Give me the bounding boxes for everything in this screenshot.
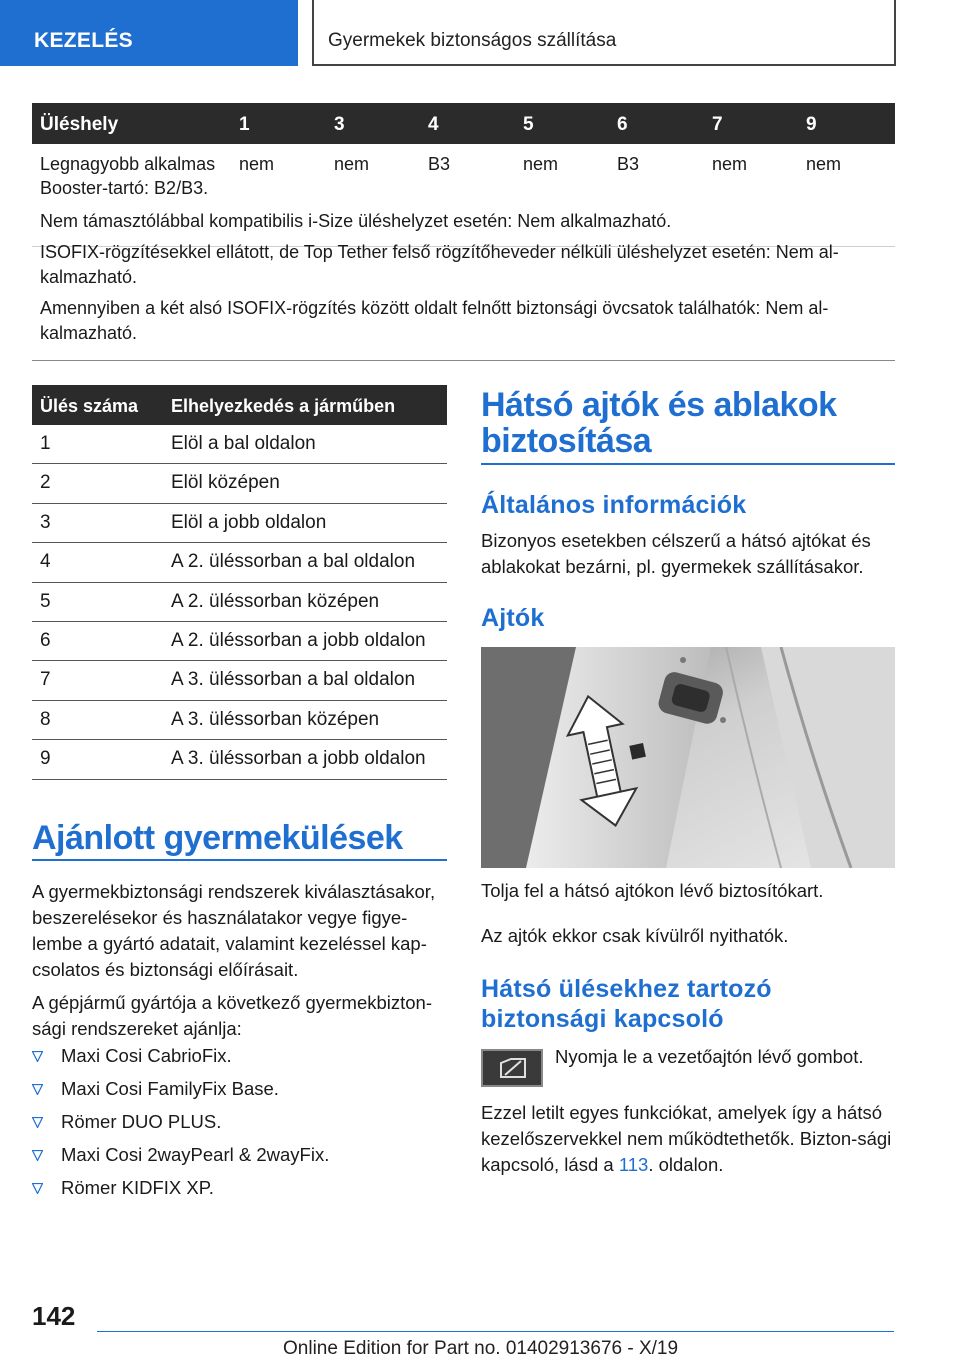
header-cell: 4 (428, 114, 439, 135)
seat-location: Elöl középen (171, 472, 280, 494)
header-cell: Elhelyezkedés a járműben (171, 396, 396, 416)
section-tab: KEZELÉS (0, 0, 298, 66)
recommended-body (32, 879, 450, 1049)
seat-table (32, 385, 447, 780)
window-lock-icon (481, 1049, 543, 1087)
rear-doors-title (481, 387, 901, 459)
header-cell: 7 (712, 114, 723, 135)
note: Amennyiben a két alsó ISOFIX-rögzítés között oldalt felnőtt biztonsági övcsatok találhatók: Nem al-kalmazható. (40, 298, 829, 343)
doors-title: Ajtók (481, 604, 545, 632)
seat-number: 5 (40, 590, 51, 612)
seat-number: 1 (40, 433, 51, 454)
general-info-text: Bizonyos esetekben célszerű a hátsó ajtókat és ablakokat bezárni, pl. gyermekek szállításakor. (481, 530, 871, 577)
table-row (32, 425, 447, 464)
table-row (32, 622, 447, 661)
door-lock-photo (481, 647, 895, 868)
note: ISOFIX-rögzítésekkel ellátott, de Top Tether felső rögzítőheveder nélküli üléshelyzet esetén: Nem al-kalmazható. (40, 242, 839, 287)
title-rule (32, 859, 447, 861)
table-row (32, 543, 447, 582)
edition-text: Online Edition for Part no. 01402913676 - X/19 (283, 1338, 679, 1359)
seat-location: A 2. üléssorban középen (171, 590, 380, 612)
seat-number: 8 (40, 708, 51, 730)
table-row (32, 583, 447, 622)
list-item (32, 1076, 447, 1109)
seat-location: A 3. üléssorban a jobb oldalon (171, 748, 426, 770)
paragraph: A gépjármű gyártója a következő gyermekbizton-sági rendszereket ajánlja: (32, 992, 433, 1039)
table-row (32, 464, 447, 503)
list-item-label: Römer DUO PLUS. (61, 1111, 222, 1132)
paragraph: A gyermekbiztonsági rendszerek kiválasztásakor, beszerelésekor és használatakor vegye figye-lembe a gyártó adatait, valamint kezeléssel kap-csolatos és biztonsági előírásait. (32, 881, 436, 980)
header-cell: 9 (806, 114, 817, 135)
list-item (32, 1175, 447, 1208)
seat-location: A 2. üléssorban a bal oldalon (171, 551, 416, 573)
table-cell: nem (806, 154, 842, 174)
recommended-list (32, 1043, 447, 1208)
list-item-label: Maxi Cosi 2wayPearl & 2wayFix. (61, 1144, 330, 1165)
header-cell: Üléshely (40, 114, 119, 135)
recommended-title: Ajánlott gyermekülések (32, 819, 403, 857)
table-header (32, 385, 447, 425)
table-row (32, 661, 447, 700)
seat-location: Elöl a jobb oldalon (171, 511, 327, 533)
page-number: 142 (32, 1301, 76, 1331)
list-item-label: Römer KIDFIX XP. (61, 1177, 214, 1198)
title-line: Hátsó ülésekhez tartozó (481, 975, 772, 1003)
header-cell: Ülés száma (40, 396, 139, 416)
table-cell: nem (239, 154, 275, 174)
switch-description (481, 1100, 899, 1178)
seat-number: 2 (40, 472, 51, 494)
seat-number: 7 (40, 669, 51, 691)
title-line: biztosítása (481, 422, 652, 460)
seat-number: 6 (40, 629, 51, 651)
list-item (32, 1109, 447, 1142)
list-item (32, 1043, 447, 1076)
table-row (32, 740, 447, 779)
bullet-triangle-icon (32, 1117, 43, 1128)
footer-rule (97, 1331, 894, 1332)
seat-location: A 3. üléssorban középen (171, 708, 380, 730)
list-item-label: Maxi Cosi CabrioFix. (61, 1045, 232, 1066)
table-cell: Legnagyobb alkalmas Booster-tartó: B2/B3. (40, 154, 216, 198)
seat-location: A 3. üléssorban a bal oldalon (171, 669, 416, 691)
header-cell: 3 (334, 114, 345, 135)
title-line: Hátsó ajtók és ablakok (481, 386, 837, 424)
page-link[interactable]: 113 (618, 1154, 649, 1175)
list-item-label: Maxi Cosi FamilyFix Base. (61, 1078, 279, 1099)
seat-location: A 2. üléssorban a jobb oldalon (171, 629, 426, 651)
table-row (32, 504, 447, 543)
bullet-triangle-icon (32, 1051, 43, 1062)
table-cell: B3 (617, 154, 640, 174)
safety-switch-title (481, 974, 895, 1034)
text: Ezzel letilt egyes funkciókat, amelyek így a hátsó kezelőszervekkel nem működtethetők. Bizton-sági kapcsoló, lásd a (481, 1102, 892, 1175)
list-item (32, 1142, 447, 1175)
title-rule (481, 463, 895, 465)
table-notes (32, 206, 895, 361)
title-line: biztonsági kapcsoló (481, 1005, 724, 1033)
seat-number: 3 (40, 511, 51, 533)
table-header (32, 103, 895, 144)
table-cell: nem (334, 154, 370, 174)
chapter-title: Gyermekek biztonságos szállítása (312, 0, 896, 66)
text: . oldalon. (648, 1154, 724, 1175)
bullet-triangle-icon (32, 1084, 43, 1095)
bullet-triangle-icon (32, 1150, 43, 1161)
general-info-title: Általános információk (481, 491, 747, 519)
doors-note: Az ajtók ekkor csak kívülről nyithatók. (481, 925, 789, 946)
table-cell: nem (712, 154, 748, 174)
doors-instruction: Tolja fel a hátsó ajtókon lévő biztosítókart. (481, 880, 824, 901)
switch-instruction: Nyomja le a vezetőajtón lévő gombot. (555, 1046, 864, 1067)
table-row (32, 701, 447, 740)
seat-location: Elöl a bal oldalon (171, 433, 316, 454)
header-cell: 6 (617, 114, 628, 135)
seat-number: 4 (40, 551, 51, 573)
header-cell: 5 (523, 114, 534, 135)
note: Nem támasztólábbal kompatibilis i-Size üléshelyzet esetén: Nem alkalmazható. (40, 211, 672, 231)
seat-number: 9 (40, 748, 51, 770)
table-cell: B3 (428, 154, 451, 174)
table-cell: nem (523, 154, 559, 174)
header-cell: 1 (239, 114, 250, 135)
bullet-triangle-icon (32, 1183, 43, 1194)
